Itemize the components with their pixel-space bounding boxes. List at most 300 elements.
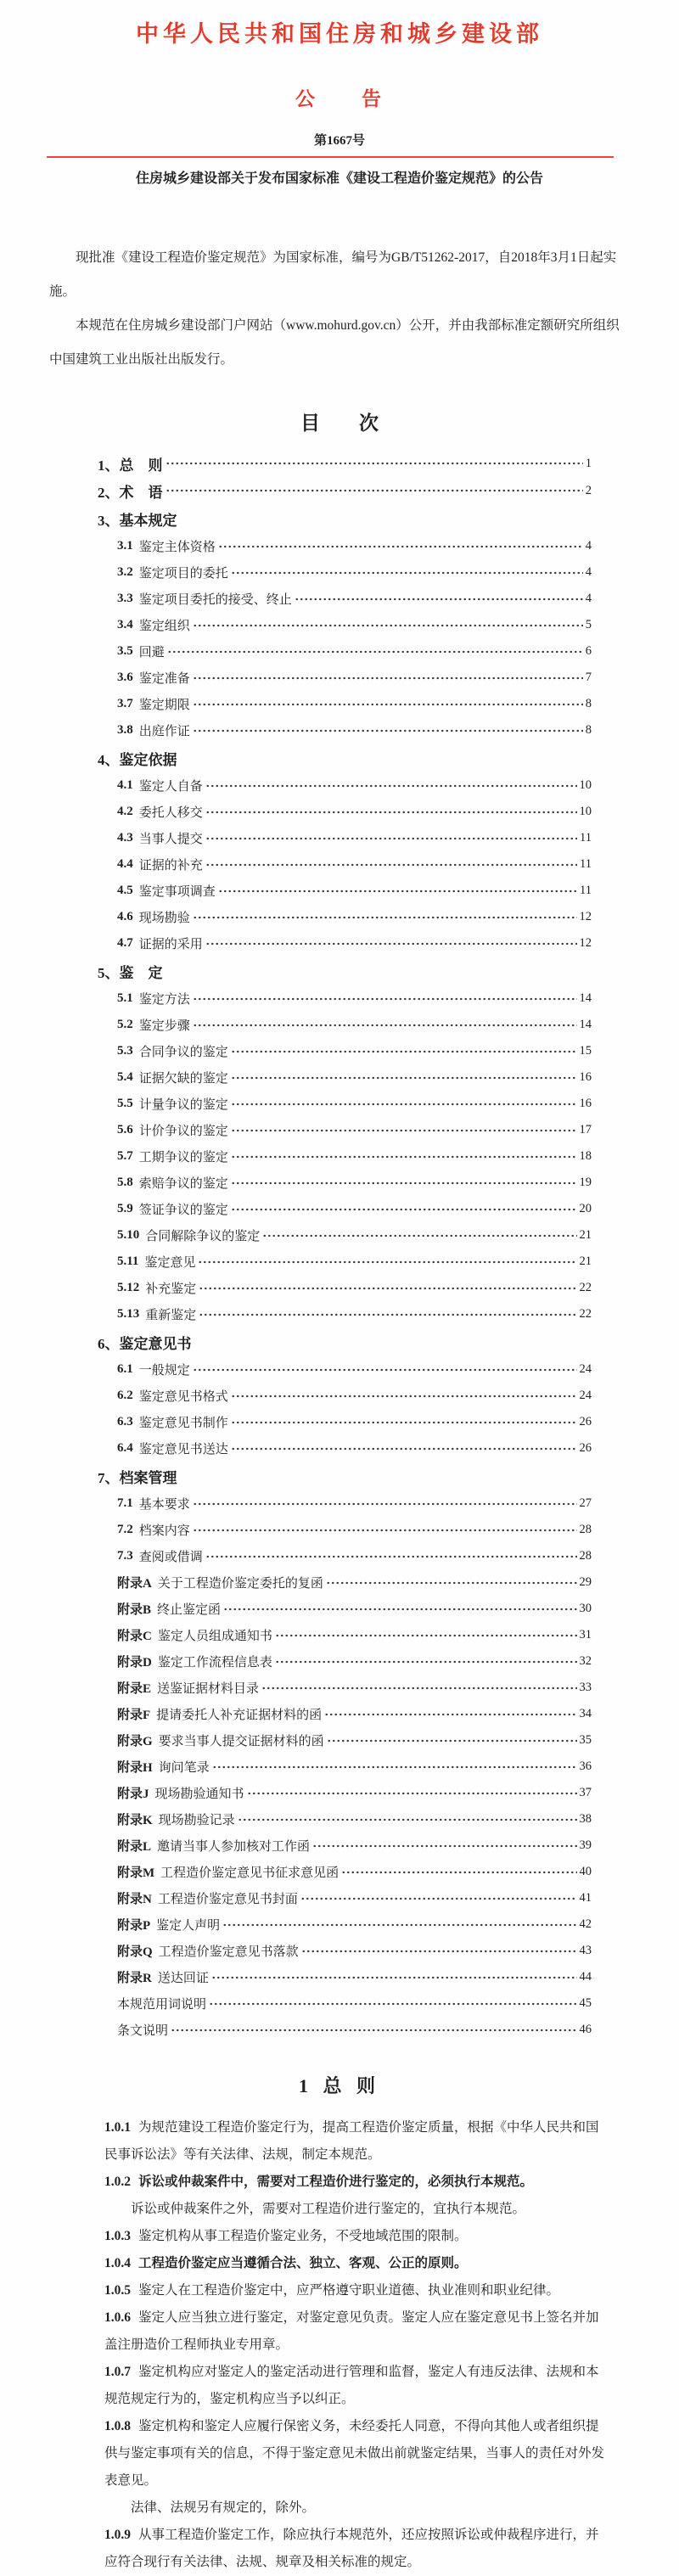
toc-item: [98, 717, 592, 744]
toc-item-number: 附录L: [117, 1840, 152, 1854]
toc-item: [98, 1569, 592, 1596]
clause-number: 1.0.8: [104, 2419, 131, 2433]
toc-item: [98, 1490, 592, 1517]
clause-text: 诉讼或仲裁案件之外，需要对工程造价进行鉴定的，宜执行本规范。: [131, 2202, 526, 2216]
toc-item-label: 现场勘验: [138, 912, 190, 925]
toc-item-label: 终止鉴定函: [157, 1603, 222, 1617]
toc-dotted-leader: [300, 1896, 577, 1901]
toc-item-number: 附录N: [117, 1893, 152, 1906]
toc-item-number: 3.3: [117, 592, 133, 605]
clause-number: 1.0.9: [104, 2528, 131, 2542]
law-clause: [104, 2196, 606, 2223]
toc-item-number: 附录H: [117, 1761, 153, 1775]
law-clause: [104, 2169, 606, 2196]
toc-item-label: 当事人提交: [138, 833, 203, 846]
toc-item: [98, 799, 592, 825]
toc-item-page: 16: [579, 1097, 592, 1110]
clause-number: 1.0.5: [104, 2283, 131, 2298]
toc-item: [98, 1409, 592, 1435]
toc-item-number: 5.7: [117, 1149, 133, 1163]
announcement-paragraph: 本规范在住房城乡建设部门户网站（www.mohurd.gov.cn）公开，并由我部标准定额研究所组织中国建筑工业出版社出版发行。: [49, 318, 620, 367]
toc-item: [98, 450, 592, 477]
toc-dotted-leader: [193, 996, 577, 1002]
toc-item-label: 鉴定工作流程信息表: [157, 1656, 272, 1670]
toc-dotted-leader: [209, 2001, 576, 2006]
toc-item-label: 邀请当事人参加核对工作函: [157, 1840, 311, 1854]
toc-item-page: 14: [579, 1018, 592, 1031]
toc-item-label: 关于工程造价鉴定委托的复函: [157, 1577, 323, 1591]
toc-item-page: 4: [585, 565, 592, 579]
toc-item-number: 5.10: [117, 1228, 140, 1242]
toc-item: [98, 851, 592, 878]
clause-number: 1.0.6: [104, 2310, 131, 2325]
toc-dotted-leader: [275, 1633, 577, 1638]
toc-item-number: 3.7: [117, 697, 133, 710]
toc-dotted-leader: [326, 1580, 577, 1585]
toc-item-page: 21: [579, 1254, 592, 1268]
law-clause: [104, 2223, 606, 2250]
toc-item-page: 15: [579, 1044, 592, 1058]
toc-item-number: 6.2: [117, 1389, 133, 1402]
toc-item-label: 合同争议的鉴定: [138, 1046, 228, 1059]
toc-item-label: 鉴定主体资格: [138, 541, 216, 554]
toc-dotted-leader: [231, 1049, 577, 1054]
toc-dotted-leader: [231, 1102, 577, 1107]
toc-dotted-leader: [231, 1420, 577, 1425]
toc-item-label: 工程造价鉴定意见书落款: [158, 1945, 299, 1959]
toc-item-number: 6.4: [117, 1441, 133, 1455]
toc-item: [98, 586, 592, 612]
toc-item-page: 12: [579, 936, 592, 950]
toc-item-label: 6、鉴定意见书: [98, 1335, 192, 1352]
toc-dotted-leader: [231, 1207, 577, 1212]
toc-dotted-leader: [205, 862, 577, 867]
toc-item-number: 5.13: [117, 1307, 140, 1321]
toc-item-page: 27: [579, 1496, 592, 1510]
announcement-paragraph: 现批准《建设工程造价鉴定规范》为国家标准，编号为GB/T51262-2017，自2018年3月1日起实施。: [49, 250, 617, 299]
toc-item-number: 附录G: [117, 1735, 153, 1748]
toc-item-number: 3.5: [117, 644, 133, 658]
toc-item-page: 33: [579, 1681, 592, 1694]
toc-item-label: 鉴定步骤: [138, 1019, 190, 1033]
toc-dotted-leader: [193, 623, 583, 628]
toc-dotted-leader: [231, 1154, 577, 1159]
toc-dotted-leader: [171, 2028, 576, 2033]
ministry-title: 中华人民共和国住房和城乡建设部: [136, 21, 543, 47]
toc-dotted-leader: [231, 1128, 577, 1133]
toc-item: [98, 825, 592, 851]
toc-dotted-leader: [166, 461, 583, 466]
toc-item-label: 签证争议的鉴定: [138, 1204, 228, 1217]
toc-dotted-leader: [199, 1312, 576, 1317]
toc-item: [98, 1064, 592, 1091]
toc-item-page: 42: [579, 1917, 592, 1931]
toc-item-page: 19: [579, 1176, 592, 1189]
toc-item: [98, 878, 592, 904]
toc-item-page: 40: [579, 1865, 592, 1878]
toc-item-page: 2: [585, 483, 592, 497]
toc-item-page: 11: [580, 884, 592, 897]
law-paragraphs: [104, 2114, 606, 2576]
clause-text: 从事工程造价鉴定工作，除应执行本规范外，还应按照诉讼或仲裁程序进行，并应符合现行有关法律、法规、规章及相关标准的规定。: [104, 2528, 599, 2569]
toc-item-number: 4.4: [117, 857, 133, 871]
toc-item-page: 28: [579, 1549, 592, 1563]
toc-item-label: 一般规定: [138, 1364, 190, 1378]
toc-item-label: 证据欠缺的鉴定: [138, 1072, 228, 1086]
toc-item-page: 30: [579, 1602, 592, 1615]
clause-number: 1.0.2: [104, 2175, 131, 2189]
notice-number: 第1667号: [313, 134, 365, 148]
toc-item: [98, 957, 592, 985]
toc-dotted-leader: [193, 728, 583, 733]
toc-item-number: 7.1: [117, 1496, 133, 1510]
toc-item-page: 44: [579, 1970, 592, 1984]
toc-item-label: 鉴定准备: [138, 672, 190, 686]
toc-item-page: 12: [579, 910, 592, 923]
toc-item-number: 4.5: [117, 884, 133, 897]
toc-item-number: 附录F: [117, 1709, 151, 1722]
toc-item-page: 35: [579, 1733, 592, 1747]
red-divider: [47, 156, 614, 158]
toc-item: [98, 1938, 592, 1964]
toc-item-page: 38: [579, 1812, 592, 1826]
toc-item: [98, 1091, 592, 1117]
toc-item-number: 3.8: [117, 723, 133, 737]
toc-item-number: 4.2: [117, 805, 133, 818]
toc-item-label: 查阅或借调: [138, 1551, 203, 1564]
toc-item: [98, 1196, 592, 1222]
toc-item-number: 4.7: [117, 936, 133, 950]
toc-item-number: 3.4: [117, 618, 133, 631]
law-clause: [104, 2413, 606, 2495]
toc-item-label: 7、档案管理: [98, 1469, 177, 1486]
toc-item-label: 鉴定意见书格式: [138, 1390, 228, 1404]
toc-item: [98, 1327, 592, 1356]
toc-item-number: 5.6: [117, 1123, 133, 1136]
toc-item: [98, 1964, 592, 1990]
clause-text: 法律、法规另有规定的，除外。: [131, 2500, 316, 2515]
clause-text: 鉴定人应当独立进行鉴定，对鉴定意见负责。鉴定人应在鉴定意见书上签名并加盖注册造价工程师执业专用章。: [104, 2310, 599, 2352]
law-clause: [104, 2114, 606, 2169]
toc-item-number: 附录J: [117, 1787, 149, 1801]
toc-item: [98, 1038, 592, 1064]
toc-item-label: 鉴定意见书制作: [138, 1417, 228, 1430]
law-clause: [104, 2304, 606, 2359]
toc-item: [98, 1596, 592, 1622]
toc-item-page: 22: [579, 1307, 592, 1321]
toc-dotted-leader: [231, 1394, 577, 1399]
toc-item-label: 证据的补充: [138, 859, 203, 873]
toc-item-label: 鉴定项目委托的接受、终止: [138, 593, 292, 607]
toc-dotted-leader: [218, 889, 577, 894]
clause-text: 鉴定机构从事工程造价鉴定业务，不受地域范围的限制。: [138, 2229, 468, 2243]
toc-item-number: 附录R: [117, 1972, 152, 1985]
toc-item: [98, 1012, 592, 1038]
toc-item-number: 附录P: [117, 1919, 151, 1933]
toc-item-page: 7: [585, 671, 592, 684]
toc-item-label: 5、鉴 定: [98, 964, 163, 981]
toc-item-page: 29: [579, 1575, 592, 1589]
toc-dotted-leader: [198, 1260, 576, 1265]
toc-item-page: 34: [579, 1707, 592, 1720]
toc-item: [98, 1543, 592, 1569]
toc-dotted-leader: [205, 1554, 577, 1559]
toc-item-page: 4: [585, 539, 592, 553]
toc-item-label: 1、总 则: [98, 457, 163, 474]
toc-item-label: 鉴定人自备: [138, 780, 203, 794]
toc-dotted-leader: [193, 1528, 577, 1533]
toc-dotted-leader: [231, 1181, 577, 1186]
notice-title: 公 告: [295, 88, 384, 109]
toc-item-number: 6.3: [117, 1415, 133, 1428]
toc-item-page: 8: [585, 697, 592, 710]
toc-item-number: 5.1: [117, 991, 133, 1005]
toc-item: [98, 533, 592, 559]
toc-item-number: 4.3: [117, 831, 133, 845]
law-clause: [104, 2522, 606, 2576]
toc-item-label: 证据的采用: [138, 938, 203, 951]
toc-item-number: 5.9: [117, 1202, 133, 1215]
toc-dotted-leader: [199, 1286, 576, 1291]
toc-dotted-leader: [247, 1791, 577, 1796]
toc-item-label: 询问笔录: [158, 1761, 210, 1775]
toc-item-page: 8: [585, 723, 592, 737]
toc-item-page: 11: [580, 857, 592, 871]
toc-dotted-leader: [341, 1870, 576, 1875]
toc-item: [98, 772, 592, 799]
toc-item: [98, 504, 592, 533]
toc-item-page: 32: [579, 1654, 592, 1668]
toc-dotted-leader: [327, 1738, 577, 1743]
toc-item-page: 31: [579, 1628, 592, 1642]
toc-dotted-leader: [301, 1949, 577, 1954]
toc-dotted-leader: [193, 915, 577, 920]
toc-item-label: 鉴定方法: [138, 993, 190, 1007]
toc-item-label: 鉴定意见: [144, 1256, 196, 1270]
toc-item-number: 4.6: [117, 910, 133, 923]
clause-number: 1.0.7: [104, 2365, 131, 2379]
toc-item-number: 5.2: [117, 1018, 133, 1031]
toc-item-page: 5: [585, 618, 592, 631]
toc-dotted-leader: [167, 649, 583, 654]
toc-item-number: 5.5: [117, 1097, 133, 1110]
toc-dotted-leader: [193, 702, 583, 707]
toc-item-number: 6.1: [117, 1362, 133, 1376]
toc-item-number: 7.2: [117, 1523, 133, 1536]
toc-item: [98, 744, 592, 772]
toc-item-label: 工程造价鉴定意见书封面: [157, 1893, 298, 1906]
toc-item-label: 鉴定事项调查: [138, 885, 216, 899]
toc-item-page: 28: [579, 1523, 592, 1536]
clause-text: 诉讼或仲裁案件中，需要对工程造价进行鉴定的，必须执行本规范。: [138, 2175, 534, 2189]
toc-item: [98, 1462, 592, 1490]
toc-item: [98, 1727, 592, 1754]
toc-item: [98, 477, 592, 504]
clause-text: 鉴定机构和鉴定人应履行保密义务，未经委托人同意，不得向其他人或者组织提供与鉴定事项有关的信息，不得于鉴定意见未做出前就鉴定结果，当事人的责任对外发表意见。: [104, 2419, 605, 2488]
toc-item: [98, 1517, 592, 1543]
toc-item-number: 5.8: [117, 1176, 133, 1189]
clause-text: 工程造价鉴定应当遵循合法、独立、客观、公正的原则。: [138, 2256, 468, 2270]
law-clause: [104, 2277, 606, 2304]
toc-item: [98, 1990, 592, 2017]
announcement-body: [49, 241, 630, 377]
toc-dotted-leader: [205, 810, 577, 815]
toc-item-label: 重新鉴定: [145, 1309, 197, 1322]
toc-dotted-leader: [205, 783, 577, 789]
toc-dotted-leader: [193, 676, 583, 681]
toc-item-label: 本规范用词说明: [117, 1998, 207, 2012]
clause-text: 鉴定机构应对鉴定人的鉴定活动进行管理和监督，鉴定人有违反法律、法规和本规范规定行为的，鉴定机构应当予以纠正。: [104, 2365, 599, 2406]
toc-item-page: 18: [579, 1149, 592, 1163]
toc-item: [98, 930, 592, 957]
toc-item-label: 索赔争议的鉴定: [138, 1177, 228, 1191]
toc-item-page: 26: [579, 1441, 592, 1455]
toc-item: [98, 1383, 592, 1409]
toc-item-page: 36: [579, 1759, 592, 1773]
toc-item-page: 11: [580, 831, 592, 845]
toc-item-page: 37: [579, 1786, 592, 1799]
toc-dotted-leader: [295, 597, 583, 602]
toc-dotted-leader: [205, 836, 577, 841]
toc-item-label: 送达回证: [157, 1972, 209, 1985]
toc-item-number: 3.1: [117, 539, 133, 553]
toc-item-page: 14: [579, 991, 592, 1005]
toc-item-page: 10: [579, 778, 592, 792]
toc-item-label: 3、基本规定: [98, 512, 177, 529]
toc-item-page: 45: [579, 1996, 592, 2010]
toc-item-label: 鉴定期限: [138, 699, 190, 712]
toc-dotted-leader: [312, 1844, 576, 1849]
toc-item: [98, 1885, 592, 1911]
toc-item-number: 5.11: [117, 1254, 139, 1268]
toc-dotted-leader: [211, 1975, 577, 1980]
toc-item-number: 附录D: [117, 1656, 152, 1670]
toc-dotted-leader: [231, 570, 583, 575]
toc-item-number: 3.6: [117, 671, 133, 684]
toc-item: [98, 1780, 592, 1806]
toc-item-page: 16: [579, 1070, 592, 1084]
toc-item-page: 46: [579, 2023, 592, 2036]
toc-dotted-leader: [205, 941, 577, 946]
toc-item-page: 26: [579, 1415, 592, 1428]
toc-item-label: 档案内容: [138, 1524, 190, 1538]
toc-dotted-leader: [223, 1607, 576, 1612]
toc-item-number: 附录M: [117, 1866, 155, 1880]
section-title: 1 总 则: [298, 2075, 380, 2096]
toc-item: [98, 691, 592, 717]
toc-item-number: 5.4: [117, 1070, 133, 1084]
toc-item: [98, 2017, 592, 2043]
toc-item: [98, 665, 592, 691]
toc-dotted-leader: [275, 1659, 577, 1664]
toc-item: [98, 904, 592, 930]
toc-item-page: 6: [585, 644, 592, 658]
toc-item-label: 回避: [138, 646, 165, 659]
toc-item-label: 鉴定人员组成通知书: [157, 1630, 272, 1643]
toc-item-label: 鉴定项目的委托: [138, 567, 228, 581]
toc-item-number: 附录Q: [117, 1945, 153, 1959]
toc-item-page: 1: [585, 456, 592, 470]
toc-item: [98, 1754, 592, 1780]
toc-item: [98, 1911, 592, 1938]
toc-dotted-leader: [193, 1367, 577, 1372]
toc-item-page: 21: [579, 1228, 592, 1242]
toc-dotted-leader: [222, 1922, 576, 1928]
toc-item-label: 计量争议的鉴定: [138, 1098, 228, 1112]
announcement-subtitle: 住房城乡建设部关于发布国家标准《建设工程造价鉴定规范》的公告: [135, 171, 543, 186]
toc-item-page: 24: [579, 1362, 592, 1376]
toc-item-page: 20: [579, 1202, 592, 1215]
toc-item-page: 22: [579, 1281, 592, 1294]
toc-item-label: 提请委托人补充证据材料的函: [156, 1709, 323, 1722]
toc-item: [98, 1117, 592, 1143]
toc-item-label: 鉴定组织: [138, 620, 190, 633]
toc-item-label: 送鉴证据材料目录: [157, 1682, 260, 1696]
toc-item: [98, 1301, 592, 1327]
toc-item: [98, 1222, 592, 1249]
toc-item: [98, 1648, 592, 1675]
toc-item: [98, 1170, 592, 1196]
toc-item: [98, 1675, 592, 1701]
law-clause: [104, 2250, 606, 2277]
clause-number: 1.0.4: [104, 2256, 131, 2270]
toc-item-label: 工期争议的鉴定: [138, 1151, 228, 1165]
toc-item-label: 鉴定意见书送达: [138, 1443, 228, 1456]
toc-item-page: 17: [579, 1123, 592, 1136]
toc-item-number: 附录B: [117, 1603, 152, 1617]
toc-item-label: 鉴定人声明: [156, 1919, 221, 1933]
toc-item-label: 合同解除争议的鉴定: [145, 1230, 261, 1243]
toc-item-number: 4.1: [117, 778, 133, 792]
clause-text: 鉴定人在工程造价鉴定中，应严格遵守职业道德、执业准则和职业纪律。: [138, 2283, 560, 2298]
toc-item-label: 出庭作证: [138, 725, 190, 738]
toc-dotted-leader: [218, 544, 583, 549]
toc-item-page: 24: [579, 1389, 592, 1402]
toc-dotted-leader: [238, 1817, 577, 1822]
clause-number: 1.0.1: [104, 2120, 131, 2135]
toc-item: [98, 638, 592, 665]
toc-item-label: 要求当事人提交证据材料的函: [158, 1735, 324, 1748]
toc-item: [98, 1249, 592, 1275]
law-clause: [104, 2495, 606, 2522]
toc-item-label: 基本要求: [138, 1498, 190, 1512]
toc-item: [98, 1622, 592, 1648]
toc-item-label: 工程造价鉴定意见书征求意见函: [160, 1866, 340, 1880]
toc-dotted-leader: [212, 1765, 577, 1770]
toc-dotted-leader: [166, 488, 583, 493]
toc-item: [98, 985, 592, 1012]
toc-item: [98, 1435, 592, 1462]
toc-item: [98, 1832, 592, 1859]
toc-item: [98, 1701, 592, 1727]
toc-item-label: 2、术 语: [98, 484, 163, 501]
clause-text: 为规范建设工程造价鉴定行为，提高工程造价鉴定质量，根据《中华人民共和国民事诉讼法》等有关法律、法规，制定本规范。: [104, 2120, 599, 2162]
toc-item: [98, 1356, 592, 1383]
toc-item: [98, 1859, 592, 1885]
toc-item-label: 现场勘验通知书: [154, 1787, 244, 1801]
toc-dotted-leader: [231, 1446, 577, 1451]
toc-item-page: 4: [585, 592, 592, 605]
toc-item-number: 附录A: [117, 1577, 152, 1591]
toc-dotted-leader: [324, 1712, 576, 1717]
toc-dotted-leader: [231, 1075, 577, 1080]
toc-item-label: 计价争议的鉴定: [138, 1125, 228, 1138]
toc-item: [98, 1806, 592, 1832]
toc-item-label: 委托人移交: [138, 806, 203, 820]
toc-item-page: 10: [579, 805, 592, 818]
toc-dotted-leader: [261, 1686, 576, 1691]
toc-item-page: 41: [579, 1891, 592, 1905]
